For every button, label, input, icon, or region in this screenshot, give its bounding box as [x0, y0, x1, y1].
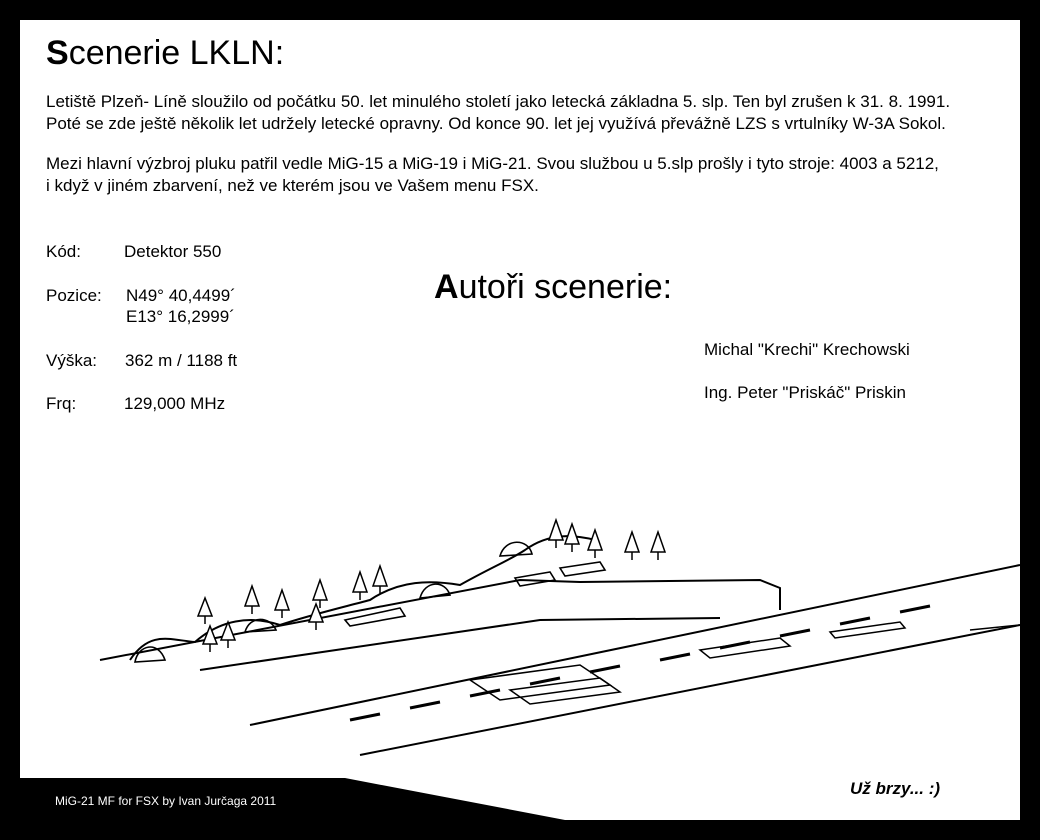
intro-paragraph-2: [46, 153, 1020, 197]
runway-centerline: [350, 606, 930, 720]
intro-paragraph-1: [46, 91, 1020, 135]
scenery-panel: [20, 20, 1020, 820]
frequency-label: Frq:: [46, 394, 77, 413]
position-label: Pozice:: [46, 286, 102, 305]
coming-soon-text: Už brzy... :): [850, 779, 941, 798]
frequency-value: 129,000 MHz: [124, 394, 226, 413]
altitude-value: 362 m / 1188 ft: [125, 351, 238, 370]
position-longitude: E13° 16,2999´: [126, 307, 235, 326]
airfield-illustration: [20, 20, 1020, 820]
authors-title: Autoři scenerie:: [434, 268, 673, 306]
page-title: Scenerie LKLN:: [46, 34, 285, 72]
intro-line: Mezi hlavní výzbroj pluku patřil vedle MiG-15 a MiG-19 i MiG-21. Svou službou u 5.slp prošly i tyto stroje: 4003 a 5212,: [46, 154, 939, 173]
position-latitude: N49° 40,4499´: [126, 286, 236, 305]
code-label: Kód:: [46, 242, 81, 261]
author-name: Michal "Krechi" Krechowski: [704, 340, 910, 359]
altitude-label: Výška:: [46, 351, 98, 370]
trees: [198, 520, 665, 652]
intro-line: Poté se zde ještě několik let udržely letecké opravny. Od konce 90. let jej využívá převážně LZS s vrtulníky W-3A Sokol.: [46, 114, 946, 133]
credit-text: MiG-21 MF for FSX by Ivan Jurčaga 2011: [55, 794, 277, 808]
runway-outline: [250, 565, 1020, 755]
author-name: Ing. Peter "Priskáč" Priskin: [704, 383, 906, 402]
code-value: Detektor 550: [124, 242, 222, 261]
intro-line: Letiště Plzeň- Líně sloužilo od počátku 50. let minulého století jako letecká základna 5. slp. Ten byl zrušen k 31. 8. 1991.: [46, 92, 951, 111]
intro-line: i když v jiném zbarvení, než ve kterém jsou ve Vašem menu FSX.: [46, 176, 539, 195]
